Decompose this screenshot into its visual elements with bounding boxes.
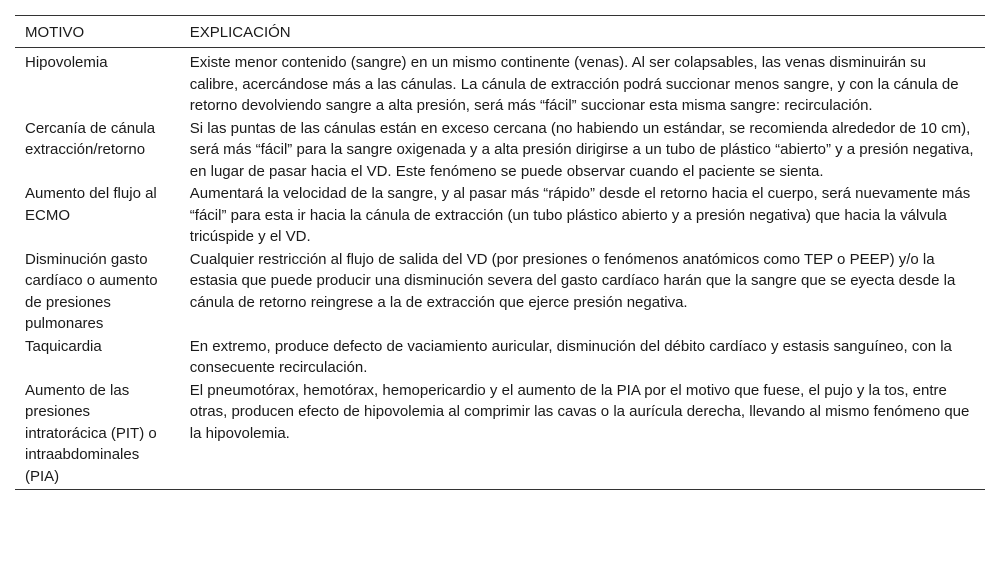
header-explicacion: EXPLICACIÓN [189, 24, 291, 41]
explicacion-cell: Existe menor contenido (sangre) en un mismo continente (venas). Al ser colapsables, las venas disminuirán su calibre, acercándose más a las cánulas. La cánula de extracción podrá succionar menos sangre, y con la cánula de retorno devolviendo sangre a alta presión, será más “fácil” succionar esta misma sangre: recirculación. [189, 54, 959, 114]
table-header [15, 16, 985, 48]
recirculation-table [15, 15, 985, 490]
motivo-cell: Taquicardia [25, 337, 102, 355]
motivo-cell: Cercanía de cánula extracción/retorno [25, 119, 156, 158]
table-row [15, 379, 985, 490]
explicacion-cell: Aumentará la velocidad de la sangre, y al pasar más “rápido” desde el retorno hacia el cuerpo, será nuevamente más “fácil” para esta ir hacia la cánula de extracción (un tubo plástico abierto y a presión negativa) que hacia la válvula tricúspide y el VD. [189, 185, 971, 245]
table-body [15, 48, 985, 490]
table-row [15, 182, 985, 248]
explicacion-cell: En extremo, produce defecto de vaciamiento auricular, disminución del débito cardíaco y estasis sanguíneo, con la consecuente recirculación. [189, 337, 952, 376]
explicacion-cell: Si las puntas de las cánulas están en exceso cercana (no habiendo un estándar, se recomienda alrededor de 10 cm), será más “fácil” para la sangre oxigenada y a alta presión dirigirse a un tubo de plástico “abierto” y a presión negativa, en lugar de pasar hacia el VD. Este fenómeno se puede observar cuando el paciente se sienta. [189, 119, 974, 180]
table-row [15, 248, 985, 335]
header-motivo: MOTIVO [25, 24, 85, 41]
explicacion-cell: Cualquier restricción al flujo de salida del VD (por presiones o fenómenos anatómicos como TEP o PEEP) y/o la estasia que puede producir una disminución severa del gasto cardíaco harán que la sangre que se eyecta desde la cánula de retorno reingrese a la de extracción que ejerce presión negativa. [189, 250, 956, 311]
table-row [15, 48, 985, 117]
explicacion-cell: El pneumotórax, hemotórax, hemopericardio y el aumento de la PIA por el motivo que fuese, el pujo y la tos, entre otras, producen efecto de hipovolemia al comprimir las cavas o la aurícula derecha, llevando al mismo fenómeno que la hipovolemia. [189, 381, 970, 442]
table-row [15, 117, 985, 183]
header-row [15, 16, 985, 48]
motivo-cell: Disminución gasto cardíaco o aumento de presiones pulmonares [25, 250, 158, 332]
motivo-cell: Hipovolemia [25, 54, 108, 71]
motivo-cell: Aumento del flujo al ECMO [25, 185, 157, 224]
table-row [15, 335, 985, 379]
motivo-cell: Aumento de las presiones intratorácica (PIT) o intraabdominales (PIA) [25, 381, 157, 485]
